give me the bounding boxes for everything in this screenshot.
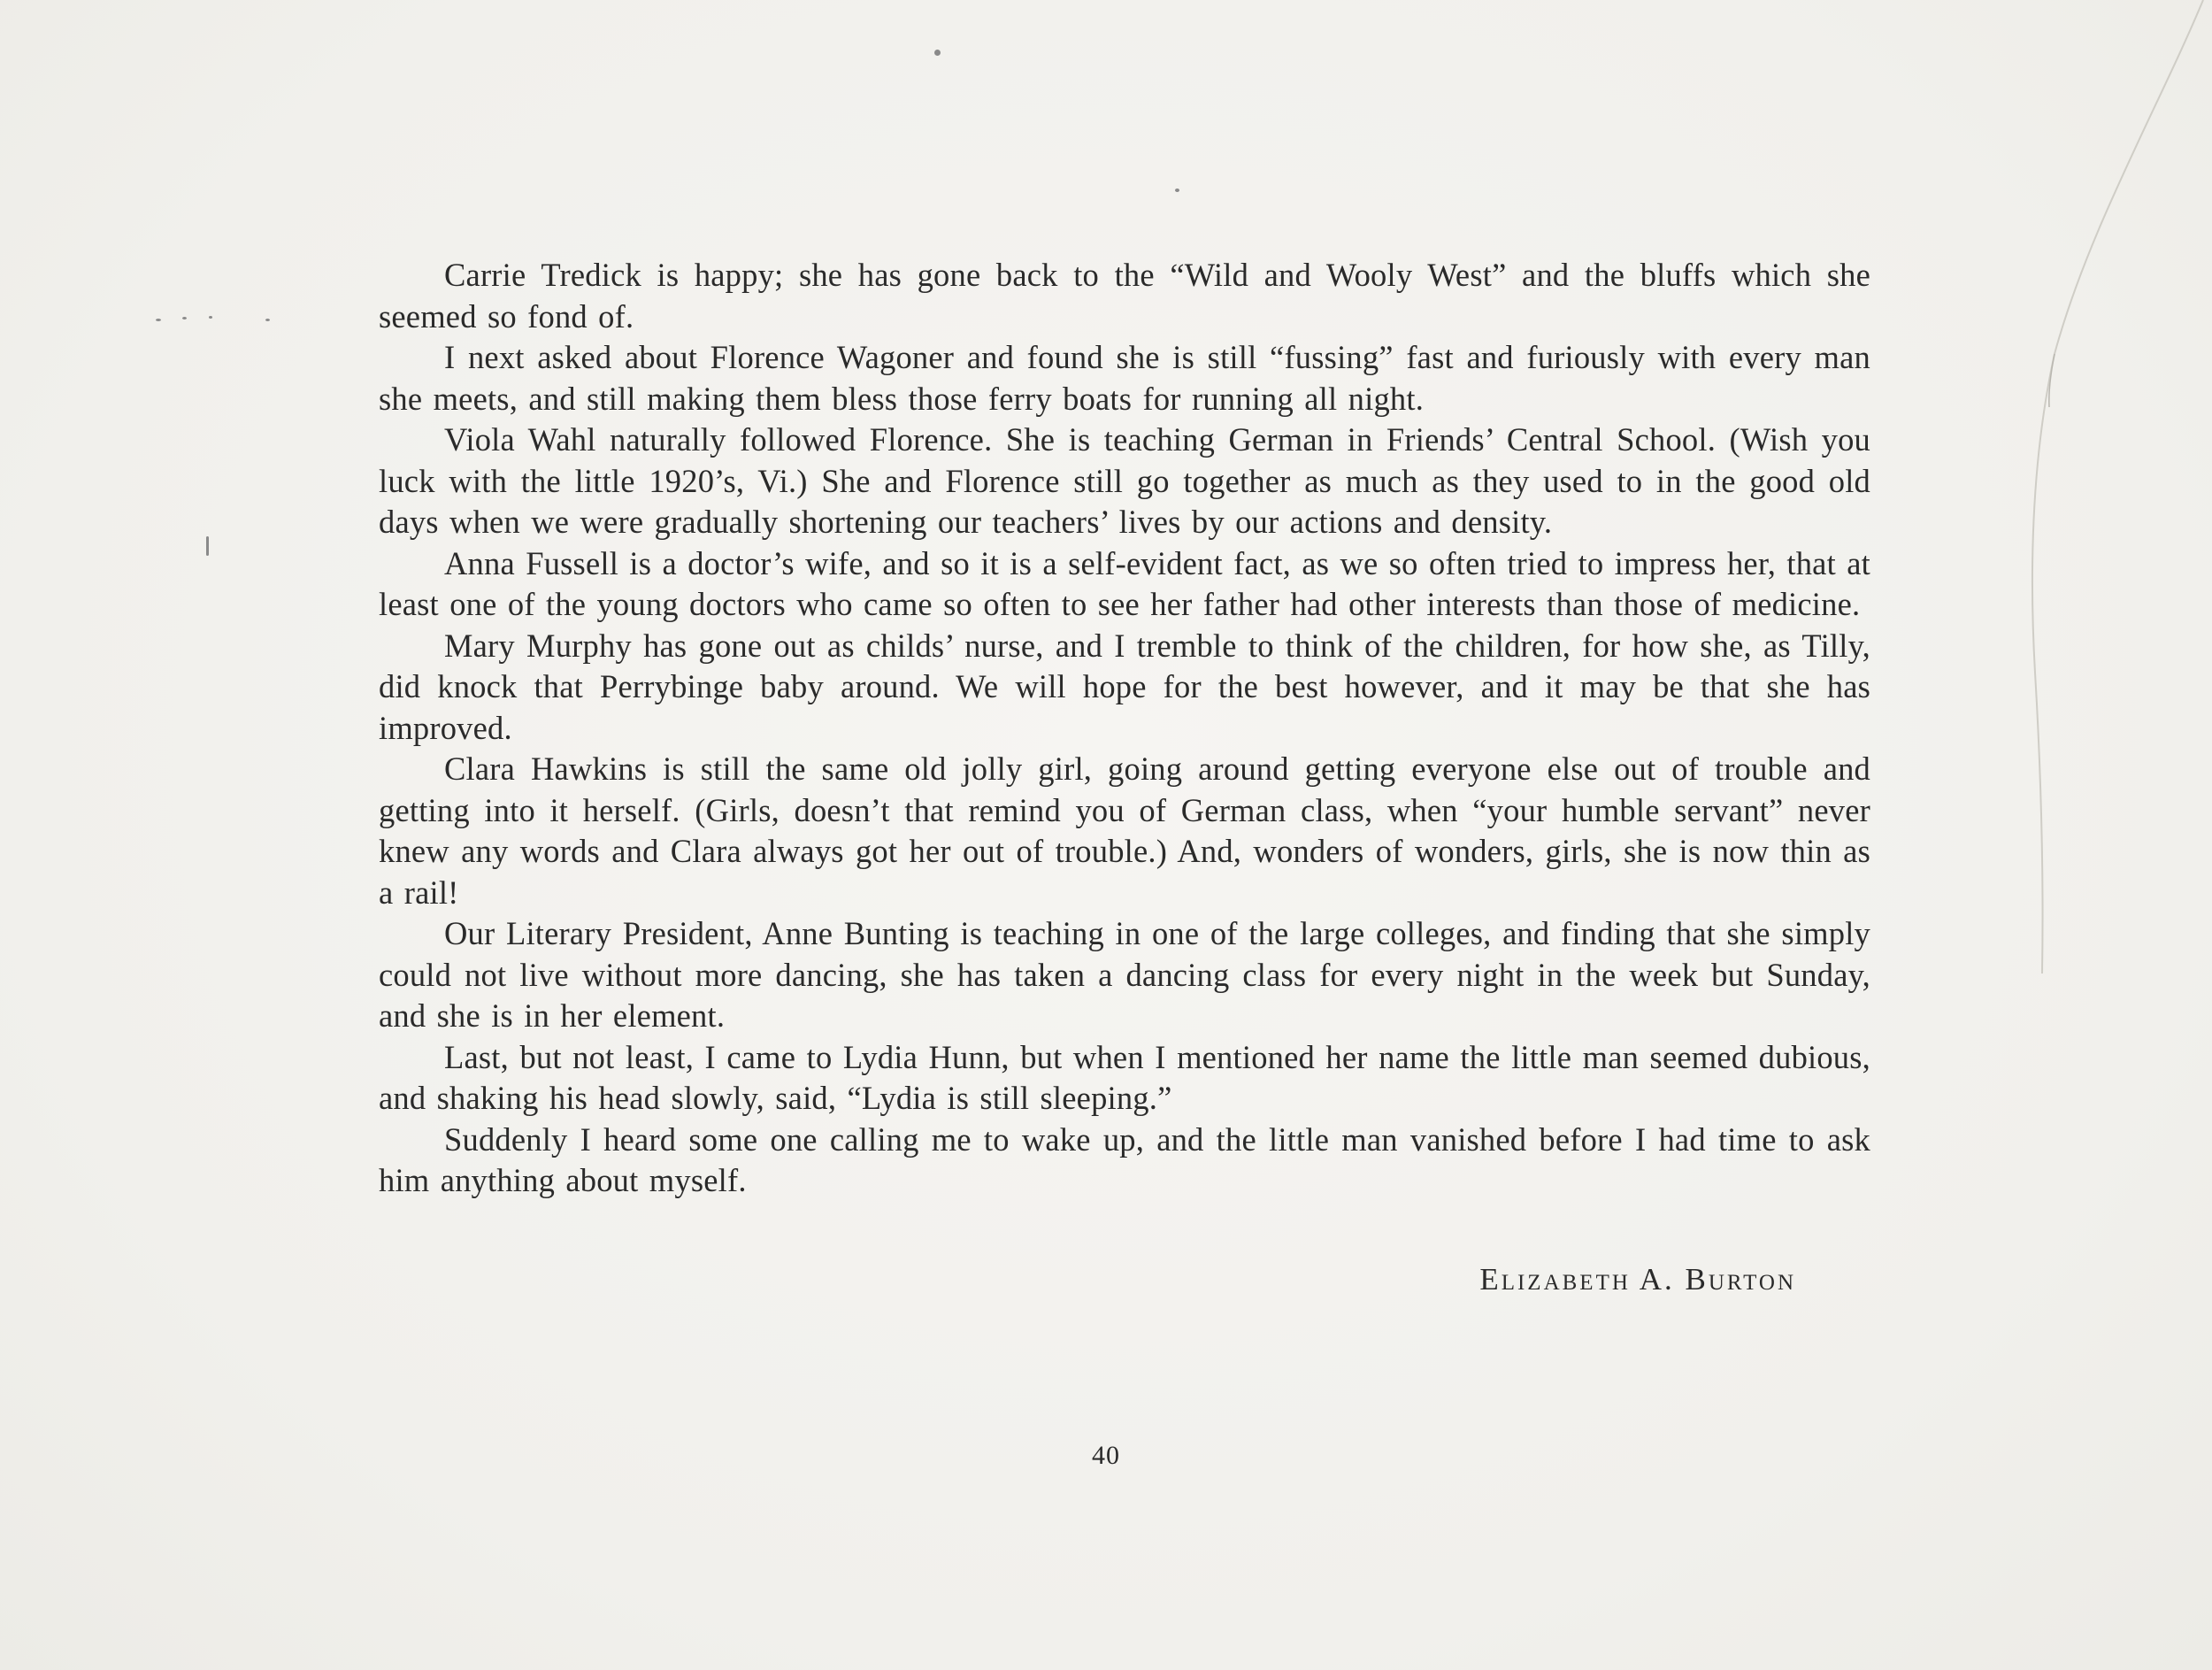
paragraph: Viola Wahl naturally followed Florence. She is teaching German in Friends’ Central School. (Wish you luck with the little 1920’s, Vi.) She and Florence still go together as much as they used to in the good old days when we were gradually shortening our teachers’ lives by our actions and density. [379, 421, 1870, 540]
dust-speck [182, 317, 187, 319]
paper-crease [1823, 0, 2212, 1670]
page-number: 40 [1092, 1441, 1120, 1470]
dust-speck [1175, 189, 1179, 192]
document-body [379, 255, 1870, 1202]
author-signature: Elizabeth A. Burton [1479, 1262, 1796, 1297]
paragraph: Our Literary President, Anne Bunting is teaching in one of the large colleges, and finding that she simply could not live without more dancing, she has taken a dancing class for every night in the week but Sunday, and she is in her element. [379, 915, 1870, 1034]
paragraph: Anna Fussell is a doctor’s wife, and so it is a self-evident fact, as we so often tried to impress her, that at least one of the young doctors who came so often to see her father had other interests than those of medicine. [379, 544, 1870, 622]
paragraph: Last, but not least, I came to Lydia Hunn, but when I mentioned her name the little man seemed dubious, and shaking his head slowly, said, “Lydia is still sleeping.” [379, 1038, 1870, 1116]
paragraph: Suddenly I heard some one calling me to wake up, and the little man vanished before I had time to ask him anything about myself. [379, 1120, 1870, 1198]
dust-speck [156, 319, 161, 321]
paragraph: Carrie Tredick is happy; she has gone back to the “Wild and Wooly West” and the bluffs which she seemed so fond of. [379, 257, 1870, 335]
paragraph: Mary Murphy has gone out as childs’ nurse, and I tremble to think of the children, for how she, as Tilly, did knock that Perrybinge baby around. We will hope for the best however, and it may be that she has improved. [379, 627, 1870, 746]
dust-speck [265, 319, 270, 321]
dust-speck [206, 536, 209, 556]
paragraph: Clara Hawkins is still the same old jolly girl, going around getting everyone else out of trouble and getting into it herself. (Girls, doesn’t that remind you of German class, when “your humble servant” never knew any words and Clara always got her out of trouble.) And, wonders of wonders, girls, she is now thin as a rail! [379, 750, 1870, 911]
dust-speck [209, 316, 212, 319]
paragraph: I next asked about Florence Wagoner and found she is still “fussing” fast and furiously with every man she meets, and still making them bless those ferry boats for running all night. [379, 339, 1870, 417]
dust-speck [934, 50, 941, 56]
